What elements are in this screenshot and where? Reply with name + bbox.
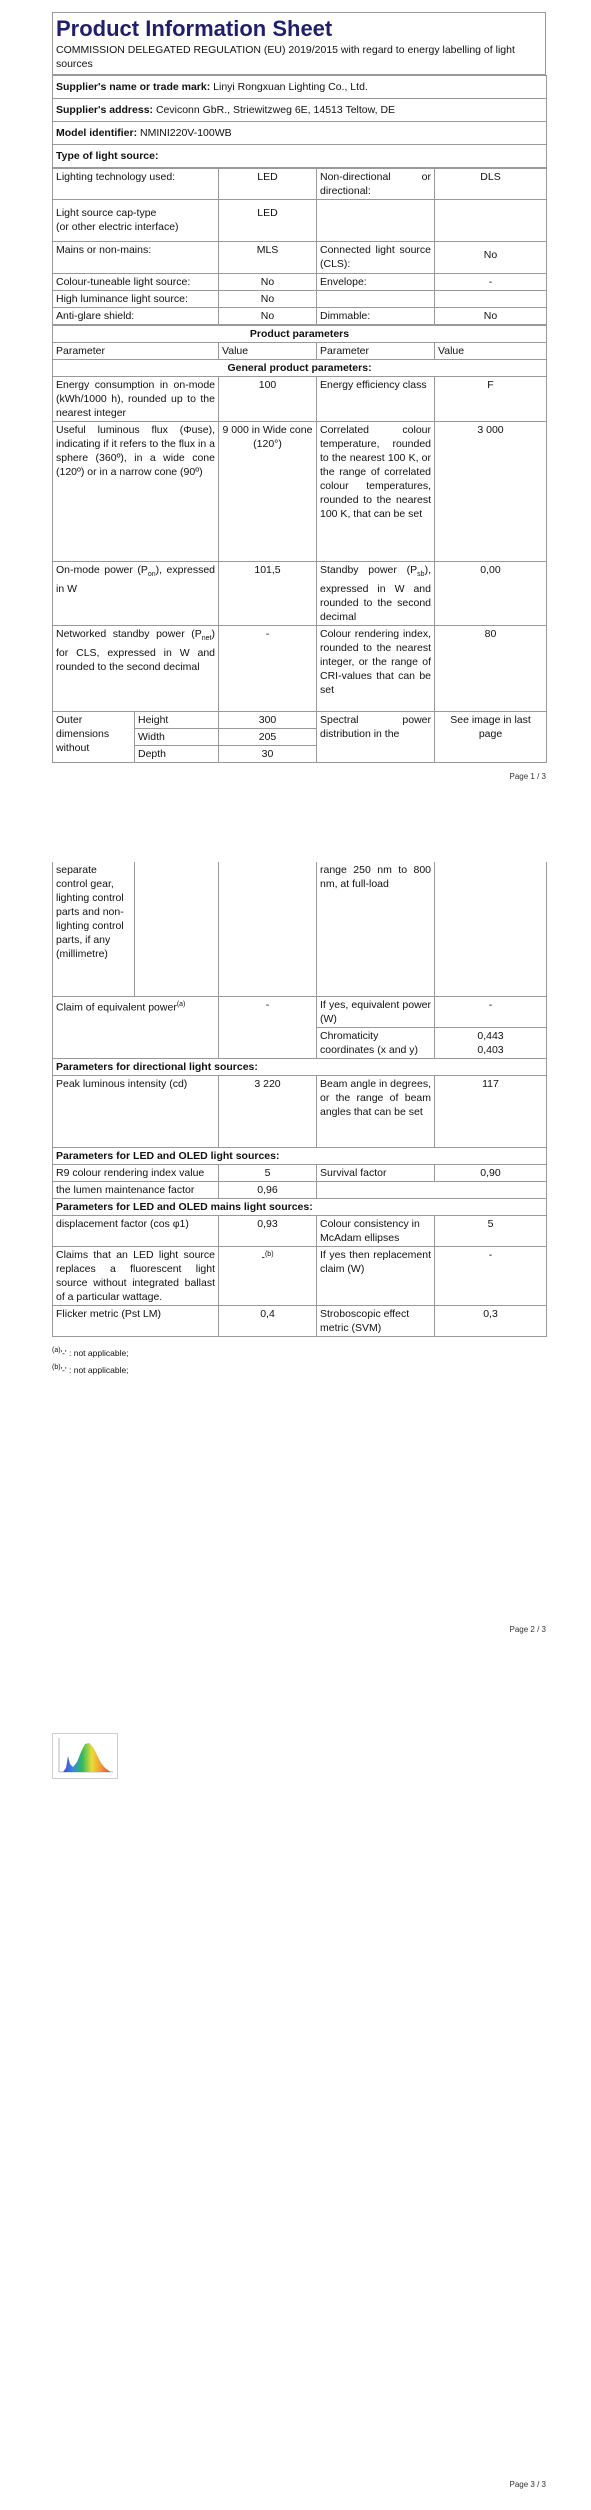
- table-row: [53, 274, 547, 291]
- product-parameters-table-continued: [52, 862, 547, 1337]
- survival-factor-label: Survival factor: [317, 1164, 435, 1181]
- fluorescent-claim-value: -$^{(b)}$: [219, 1246, 317, 1305]
- if-yes-equivalent-label: If yes, equivalent power (W): [317, 996, 435, 1027]
- depth-value: 30: [219, 746, 317, 763]
- networked-standby-label: Networked standby power $(P_{net})$ for CLS, expressed in W and rounded to the second decimal: [53, 626, 219, 712]
- table-row: [53, 562, 547, 626]
- page-1: [52, 12, 546, 763]
- on-mode-power-label: On-mode power $(P_{on})$, expressed in W: [53, 562, 219, 626]
- page-number: Page 1 / 3: [509, 772, 546, 781]
- height-label: Height: [135, 712, 219, 729]
- colour-consistency-value: 5: [435, 1215, 547, 1246]
- replacement-claim-label: If yes then replacement claim (W): [317, 1246, 435, 1305]
- spectral-power-distribution-image: [52, 1733, 118, 1779]
- cri-value: 80: [435, 626, 547, 712]
- height-value: 300: [219, 712, 317, 729]
- r9-value: 5: [219, 1164, 317, 1181]
- type-heading: Type of light source:: [53, 145, 547, 168]
- type-value: [435, 291, 547, 308]
- type-label: Non-directional or directional:: [317, 169, 435, 200]
- spd-value: See image in last page: [435, 712, 547, 763]
- lumen-maintenance-value: 0,96: [219, 1181, 317, 1198]
- cri-label: Colour rendering index, rounded to the nearest integer, or the range of CRI-values that can be set: [317, 626, 435, 712]
- type-label: Connected light source (CLS):: [317, 242, 435, 274]
- type-value: No: [219, 291, 317, 308]
- product-parameters-table: [52, 325, 547, 763]
- table-row: [53, 242, 547, 274]
- efficiency-class-value: F: [435, 377, 547, 422]
- footnote-b: $^{(b)}$'-' : not applicable;: [52, 1364, 129, 1376]
- column-header-value: Value: [435, 343, 547, 360]
- column-header-value: Value: [219, 343, 317, 360]
- spd-label-continued: range 250 nm to 800 nm, at full-load: [317, 862, 435, 996]
- product-parameters-heading: Product parameters: [53, 326, 547, 343]
- table-row: [53, 1181, 547, 1198]
- peak-intensity-value: 3 220: [219, 1075, 317, 1147]
- supplier-name-label: Supplier's name or trade mark:: [56, 81, 211, 93]
- type-label: Light source cap-type (or other electric interface): [53, 200, 219, 242]
- r9-label: R9 colour rendering index value: [53, 1164, 219, 1181]
- equivalent-power-value: -: [219, 996, 317, 1058]
- table-row: [53, 862, 547, 996]
- type-label: Mains or non-mains:: [53, 242, 219, 274]
- width-label: Width: [135, 729, 219, 746]
- chromaticity-value: 0,443 0,403: [435, 1027, 547, 1058]
- type-value: DLS: [435, 169, 547, 200]
- table-row: [53, 308, 547, 325]
- svm-label: Stroboscopic effect metric (SVM): [317, 1305, 435, 1336]
- type-value: -: [435, 274, 547, 291]
- standby-power-label: Standby power $(P_{sb})$, expressed in W and rounded to the second decimal: [317, 562, 435, 626]
- table-row: [53, 1164, 547, 1181]
- table-row: [53, 1215, 547, 1246]
- cct-label: Correlated colour temperature, rounded to the nearest 100 K, or the range of correlated colour temperatures, rounded to the nearest 100 K, that can be set: [317, 422, 435, 562]
- table-row: [53, 169, 547, 200]
- footnotes: [52, 1343, 546, 1379]
- page-2: [52, 862, 546, 1378]
- table-row: [53, 712, 547, 729]
- type-label: [317, 291, 435, 308]
- type-label: [317, 200, 435, 242]
- cct-value: 3 000: [435, 422, 547, 562]
- spd-curve: [63, 1743, 111, 1772]
- flicker-label: Flicker metric (Pst LM): [53, 1305, 219, 1336]
- type-table: [52, 168, 547, 325]
- table-row: [53, 1075, 547, 1147]
- footnote-a: $^{(a)}$'-' : not applicable;: [52, 1346, 129, 1358]
- energy-consumption-value: 100: [219, 377, 317, 422]
- supplier-name-value: Linyi Rongxuan Lighting Co., Ltd.: [213, 81, 368, 93]
- table-row: [53, 1305, 547, 1336]
- fluorescent-claim-label: Claims that an LED light source replaces a fluorescent light source without integrated ballast of a particular wattage.: [53, 1246, 219, 1305]
- supplier-table: [52, 75, 547, 168]
- led-heading: Parameters for LED and OLED light sources:: [53, 1147, 547, 1164]
- type-value: No: [435, 308, 547, 325]
- displacement-factor-value: 0,93: [219, 1215, 317, 1246]
- general-parameters-heading: General product parameters:: [53, 360, 547, 377]
- supplier-address-value: Ceviconn GbR., Striewitzweg 6E, 14513 Teltow, DE: [155, 104, 396, 116]
- type-value: LED: [219, 169, 317, 200]
- supplier-address-label: Supplier's address:: [56, 104, 154, 116]
- table-row: [53, 200, 547, 242]
- type-value: [435, 200, 547, 242]
- type-label: Dimmable:: [317, 308, 435, 325]
- luminous-flux-label: Useful luminous flux (Φuse), indicating if it refers to the flux in a sphere (360º), in a wide cone (120º) or in a narrow cone (90º): [53, 422, 219, 562]
- table-row: [53, 626, 547, 712]
- directional-heading: Parameters for directional light sources:: [53, 1058, 547, 1075]
- luminous-flux-value: 9 000 in Wide cone (120°): [219, 422, 317, 562]
- efficiency-class-label: Energy efficiency class: [317, 377, 435, 422]
- column-header-parameter: Parameter: [53, 343, 219, 360]
- if-yes-equivalent-value: -: [435, 996, 547, 1027]
- replacement-claim-value: -: [435, 1246, 547, 1305]
- survival-factor-value: 0,90: [435, 1164, 547, 1181]
- peak-intensity-label: Peak luminous intensity (cd): [53, 1075, 219, 1147]
- depth-label: Depth: [135, 746, 219, 763]
- type-value: No: [435, 242, 547, 274]
- type-label: Envelope:: [317, 274, 435, 291]
- type-label: Colour-tuneable light source:: [53, 274, 219, 291]
- networked-standby-value: -: [219, 626, 317, 712]
- standby-power-value: 0,00: [435, 562, 547, 626]
- mains-heading: Parameters for LED and OLED mains light sources:: [53, 1198, 547, 1215]
- type-value: MLS: [219, 242, 317, 274]
- table-row: [53, 1246, 547, 1305]
- lumen-maintenance-label: the lumen maintenance factor: [53, 1181, 219, 1198]
- outer-dimensions-label-continued: separate control gear, lighting control parts and non-lighting control parts, if any (millimetre): [53, 862, 135, 996]
- outer-dimensions-label: Outer dimensions without: [53, 712, 135, 763]
- table-row: [53, 996, 547, 1027]
- page-title: Product Information Sheet: [52, 12, 546, 43]
- table-row: [53, 422, 547, 562]
- page-number: Page 3 / 3: [509, 2480, 546, 2489]
- table-row: [53, 377, 547, 422]
- flicker-value: 0,4: [219, 1305, 317, 1336]
- equivalent-power-label: Claim of equivalent power$^{(a)}$: [53, 996, 219, 1058]
- displacement-factor-label: displacement factor (cos φ1): [53, 1215, 219, 1246]
- chromaticity-label: Chromaticity coordinates (x and y): [317, 1027, 435, 1058]
- svm-value: 0,3: [435, 1305, 547, 1336]
- type-label: Anti-glare shield:: [53, 308, 219, 325]
- spd-label: Spectral power distribution in the: [317, 712, 435, 763]
- energy-consumption-label: Energy consumption in on-mode (kWh/1000 h), rounded up to the nearest integer: [53, 377, 219, 422]
- type-value: No: [219, 308, 317, 325]
- type-value: No: [219, 274, 317, 291]
- beam-angle-value: 117: [435, 1075, 547, 1147]
- page-number: Page 2 / 3: [509, 1625, 546, 1634]
- colour-consistency-label: Colour consistency in McAdam ellipses: [317, 1215, 435, 1246]
- on-mode-power-value: 101,5: [219, 562, 317, 626]
- regulation-text: COMMISSION DELEGATED REGULATION (EU) 2019/2015 with regard to energy labelling of light sources: [52, 43, 546, 75]
- type-label: Lighting technology used:: [53, 169, 219, 200]
- type-label: High luminance light source:: [53, 291, 219, 308]
- model-value: NMINI220V-100WB: [140, 127, 232, 139]
- column-header-parameter: Parameter: [317, 343, 435, 360]
- width-value: 205: [219, 729, 317, 746]
- table-row: [53, 291, 547, 308]
- model-label: Model identifier:: [56, 127, 138, 139]
- type-value: LED: [219, 200, 317, 242]
- beam-angle-label: Beam angle in degrees, or the range of beam angles that can be set: [317, 1075, 435, 1147]
